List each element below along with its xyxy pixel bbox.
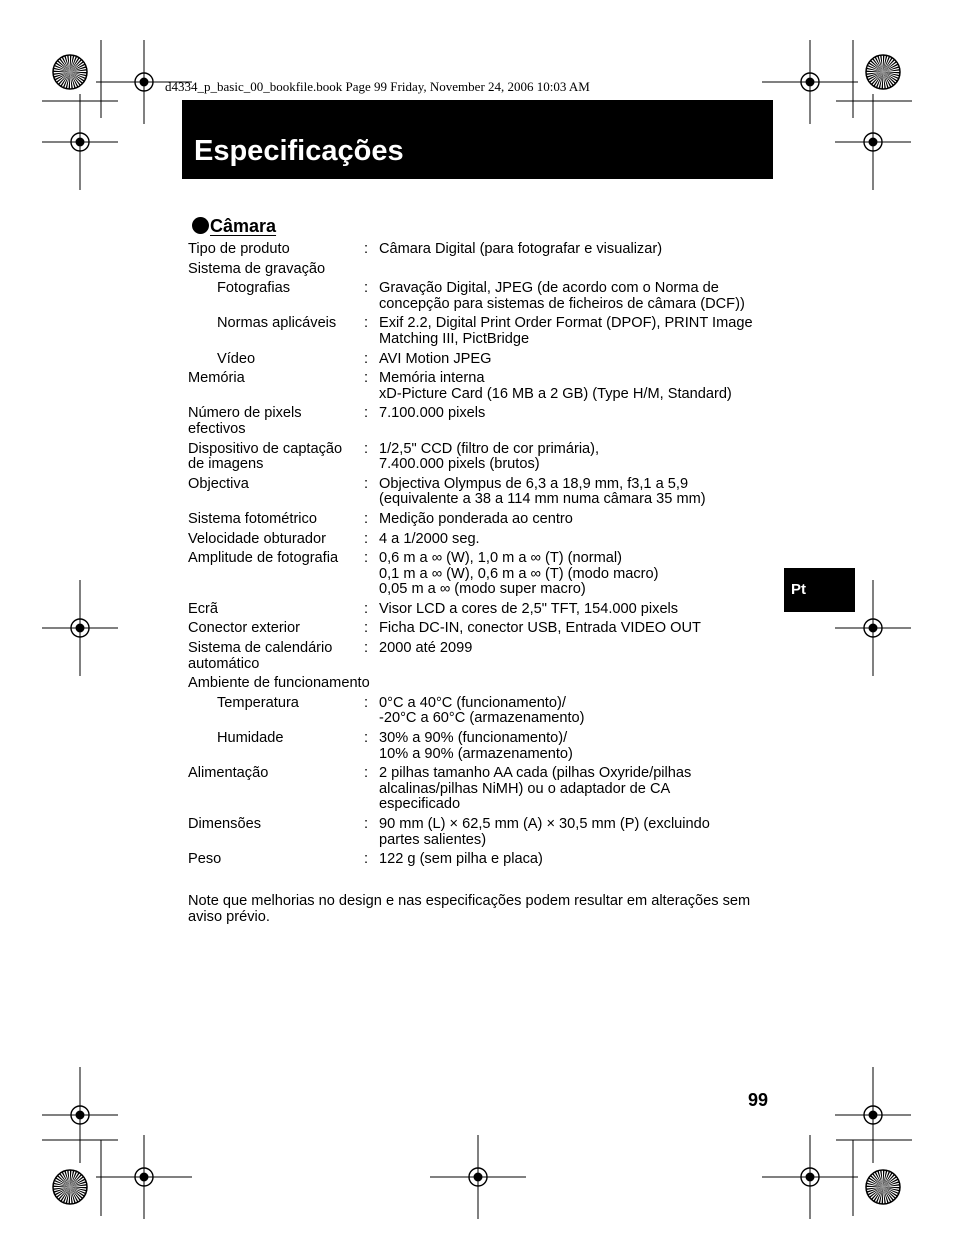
spec-colon: :: [364, 765, 369, 782]
spec-row: [188, 641, 778, 672]
spec-value-line: Memória interna: [379, 370, 485, 387]
color-starburst-icon: [866, 1170, 900, 1204]
spec-row: [188, 551, 778, 598]
spec-row: [188, 817, 778, 848]
spec-colon: :: [364, 550, 369, 567]
registration-target-icon: [430, 1135, 526, 1219]
spec-row: [188, 852, 778, 868]
spec-label: Dimensões: [188, 816, 261, 832]
spec-value-line: (equivalente a 38 a 114 mm numa câmara 35 mm): [379, 491, 706, 508]
section-heading: [192, 215, 276, 237]
spec-value-line: 7.400.000 pixels (brutos): [379, 456, 540, 473]
spec-value-line: 2 pilhas tamanho AA cada (pilhas Oxyride/pilhas: [379, 765, 692, 782]
spec-value-line: 4 a 1/2000 seg.: [379, 530, 480, 547]
registration-target-icon: [835, 1067, 911, 1163]
spec-value: [379, 817, 778, 848]
spec-row: [188, 262, 778, 278]
spec-value-line: Gravação Digital, JPEG (de acordo com o Norma de: [379, 280, 719, 297]
spec-value-line: 122 g (sem pilha e placa): [379, 851, 543, 868]
registration-target-icon: [96, 1135, 192, 1219]
spec-value-line: especificado: [379, 796, 461, 813]
spec-row: [188, 316, 778, 347]
spec-value-line: 0,6 m a ∞ (W), 1,0 m a ∞ (T) (normal): [379, 550, 622, 567]
spec-row: [188, 242, 778, 258]
spec-value-line: Exif 2.2, Digital Print Order Format (DPOF), PRINT Image: [379, 315, 753, 332]
spec-label: Objectiva: [188, 475, 249, 492]
spec-label: Sistema de calendário automático: [188, 640, 333, 672]
spec-label: Memória: [188, 370, 245, 387]
spec-value-line: 90 mm (L) × 62,5 mm (A) × 30,5 mm (P) (excluindo: [379, 816, 710, 832]
spec-value-line: -20°C a 60°C (armazenamento): [379, 710, 585, 727]
spec-value-line: Objectiva Olympus de 6,3 a 18,9 mm, f3,1 a 5,9: [379, 475, 689, 492]
spec-colon: :: [364, 280, 369, 297]
spec-value: [379, 621, 778, 637]
spec-colon: :: [364, 730, 369, 747]
spec-row: [188, 442, 778, 473]
spec-label: Normas aplicáveis: [217, 315, 337, 332]
spec-colon: :: [364, 370, 369, 387]
spec-row: [188, 676, 778, 692]
color-starburst-icon: [53, 55, 87, 89]
spec-row: [188, 696, 778, 727]
spec-value-line: Ficha DC-IN, conector USB, Entrada VIDEO OUT: [379, 620, 701, 637]
spec-label: Conector exterior: [188, 620, 300, 637]
note: Note que melhorias no design e nas especificações podem resultar em alterações sem aviso prévio.: [188, 893, 751, 925]
spec-row: [188, 602, 778, 618]
title-bar: [182, 100, 773, 179]
spec-label: Ecrã: [188, 600, 219, 617]
spec-colon: :: [364, 600, 369, 617]
spec-value-line: 0,1 m a ∞ (W), 0,6 m a ∞ (T) (modo macro): [379, 565, 659, 582]
spec-colon: :: [364, 816, 369, 832]
spec-colon: :: [364, 440, 369, 457]
spec-value: [379, 602, 778, 618]
spec-value-line: alcalinas/pilhas NiMH) ou o adaptador de CA: [379, 780, 671, 797]
registration-target-icon: [762, 40, 858, 124]
spec-label: Sistema de gravação: [188, 260, 326, 277]
spec-colon: :: [364, 851, 369, 868]
spec-value: [379, 352, 778, 368]
spec-table: [188, 242, 778, 868]
spec-value: [379, 442, 778, 473]
spec-value: [379, 641, 778, 672]
spec-value-line: partes salientes): [379, 831, 487, 848]
spec-value: [379, 242, 778, 258]
spec-label: Ambiente de funcionamento: [188, 675, 370, 692]
spec-colon: :: [364, 620, 369, 637]
spec-value-line: 0°C a 40°C (funcionamento)/: [379, 694, 566, 711]
registration-target-icon: [835, 94, 911, 190]
spec-value: [379, 281, 778, 312]
spec-row: [188, 352, 778, 368]
spec-colon: :: [364, 350, 369, 367]
spec-value: [379, 731, 778, 762]
page-title: Especificações: [194, 135, 404, 167]
spec-value-line: AVI Motion JPEG: [379, 350, 492, 367]
spec-label: Temperatura: [217, 694, 299, 711]
spec-label: Tipo de produto: [188, 241, 290, 257]
spec-label: Vídeo: [217, 350, 256, 367]
language-tab: [784, 568, 855, 612]
spec-value: [379, 532, 778, 548]
spec-colon: :: [364, 530, 369, 547]
spec-label: Alimentação: [188, 765, 269, 782]
bullet-icon: [192, 217, 209, 234]
spec-colon: :: [364, 315, 369, 332]
registration-target-icon: [42, 580, 118, 676]
spec-label: Peso: [188, 851, 222, 868]
spec-value: [379, 852, 778, 868]
spec-label: Sistema fotométrico: [188, 510, 317, 527]
language-tab-label: Pt: [791, 581, 806, 598]
spec-colon: :: [364, 640, 369, 657]
spec-label: Número de pixels efectivos: [188, 405, 302, 437]
spec-row: [188, 281, 778, 312]
spec-label: Dispositivo de captação de imagens: [188, 440, 343, 473]
spec-colon: :: [364, 510, 369, 527]
spec-value-line: 1/2,5" CCD (filtro de cor primária),: [379, 440, 600, 457]
spec-row: [188, 371, 778, 402]
spec-value-line: 30% a 90% (funcionamento)/: [379, 730, 568, 747]
spec-colon: :: [364, 405, 369, 422]
registration-target-icon: [42, 1067, 118, 1163]
spec-value-line: 0,05 m a ∞ (modo super macro): [379, 581, 586, 598]
spec-value-line: Matching III, PictBridge: [379, 330, 530, 347]
spec-colon: :: [364, 694, 369, 711]
spec-value-line: 7.100.000 pixels: [379, 405, 486, 422]
spec-row: [188, 621, 778, 637]
file-header: d4334_p_basic_00_bookfile.book Page 99 Friday, November 24, 2006 10:03 AM: [165, 79, 590, 94]
spec-value: [379, 406, 778, 437]
spec-value-line: 10% a 90% (armazenamento): [379, 745, 573, 762]
registration-target-icon: [42, 94, 118, 190]
spec-value: [379, 512, 778, 528]
section-heading-text: Câmara: [210, 216, 277, 236]
spec-colon: :: [364, 241, 369, 257]
spec-value-line: 2000 até 2099: [379, 640, 473, 657]
spec-value: [379, 371, 778, 402]
spec-value-line: Medição ponderada ao centro: [379, 510, 573, 527]
page-number: 99: [748, 1090, 769, 1110]
spec-row: [188, 477, 778, 508]
color-starburst-icon: [866, 55, 900, 89]
spec-value: [379, 696, 778, 727]
color-starburst-icon: [53, 1170, 87, 1204]
spec-value: [379, 766, 778, 813]
spec-label: Velocidade obturador: [188, 530, 326, 547]
spec-row: [188, 512, 778, 528]
spec-value: [379, 316, 778, 347]
spec-value-line: concepção para sistemas de ficheiros de câmara (DCF)): [379, 295, 745, 312]
spec-value-line: Câmara Digital (para fotografar e visualizar): [379, 241, 663, 257]
spec-row: [188, 731, 778, 762]
spec-colon: :: [364, 475, 369, 492]
spec-label: Amplitude de fotografia: [188, 550, 339, 567]
spec-row: [188, 766, 778, 813]
spec-row: [188, 532, 778, 548]
spec-label: Humidade: [217, 730, 284, 747]
registration-target-icon: [762, 1135, 858, 1219]
spec-value: [379, 551, 778, 598]
spec-value-line: Visor LCD a cores de 2,5" TFT, 154.000 pixels: [379, 600, 679, 617]
spec-value: [379, 477, 778, 508]
spec-row: [188, 406, 778, 437]
spec-label: Fotografias: [217, 280, 291, 297]
spec-value-line: xD-Picture Card (16 MB a 2 GB) (Type H/M, Standard): [379, 385, 732, 402]
